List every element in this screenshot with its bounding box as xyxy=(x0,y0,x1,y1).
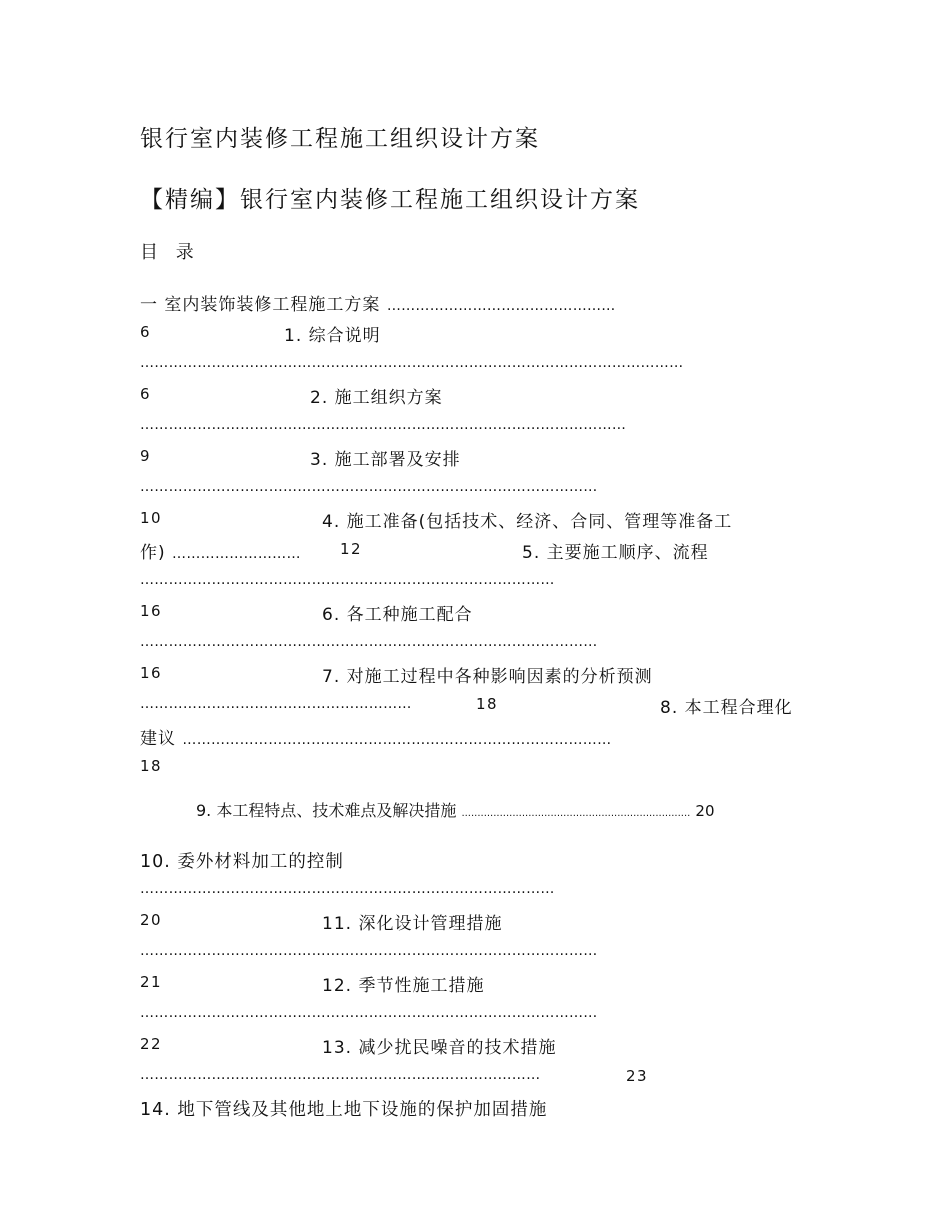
toc-page-number: 18 xyxy=(476,695,499,713)
toc-entry-8: 8. 本工程合理化 xyxy=(660,698,793,718)
toc-entry-9: 9. 本工程特点、技术难点及解决措施 ........................................................................ 20 xyxy=(196,801,715,820)
toc-page-number: 21 xyxy=(140,973,163,991)
toc-page-number: 16 xyxy=(140,664,163,682)
toc-entry-part1 xyxy=(140,290,616,315)
toc-entry-5: 5. 主要施工顺序、流程 xyxy=(522,543,709,563)
toc-entry-11: 11. 深化设计管理措施 xyxy=(322,914,503,934)
toc-leader-dots: …………………………………………………………………………………… xyxy=(140,1005,598,1021)
toc-page-number: 22 xyxy=(140,1035,163,1053)
toc-leader-dots: ………………………………………… xyxy=(386,298,616,314)
toc-page-number: 6 xyxy=(140,323,152,341)
toc-entry-8-continued: 建议 ……………………………………………………………………………… xyxy=(140,729,612,749)
toc-entry-4-continued: 作) ……………………… xyxy=(140,543,301,563)
toc-entry-3: 3. 施工部署及安排 xyxy=(310,450,461,470)
toc-page-number: 23 xyxy=(626,1067,649,1085)
toc-leader-dots: ……………………… xyxy=(172,546,301,562)
toc-leader-dots: …………………………………………………………………………… xyxy=(140,572,555,588)
toc-leader-dots: …………………………………………………………………………………………………… xyxy=(140,355,684,371)
toc-entry-6: 6. 各工种施工配合 xyxy=(322,605,473,625)
toc-page-number: 18 xyxy=(140,757,163,775)
document-title: 银行室内装修工程施工组织设计方案 xyxy=(140,126,540,152)
toc-leader-dots: ………………………………………………………………………………………… xyxy=(140,417,627,433)
toc-leader-dots: ........................................................................ xyxy=(461,808,691,819)
toc-page-number: 20 xyxy=(140,911,163,929)
toc-entry-13: 13. 减少扰民噪音的技术措施 xyxy=(322,1038,557,1058)
toc-entry-7: 7. 对施工过程中各种影响因素的分析预测 xyxy=(322,667,653,687)
toc-entry-2: 2. 施工组织方案 xyxy=(310,388,443,408)
toc-page-number: 9 xyxy=(140,447,152,465)
toc-page-number: 10 xyxy=(140,509,163,527)
toc-page-number: 12 xyxy=(340,540,363,558)
toc-entry-14: 14. 地下管线及其他地上地下设施的保护加固措施 xyxy=(140,1100,548,1120)
toc-leader-dots: ………………………………………………… xyxy=(140,696,412,712)
toc-heading: 目 录 xyxy=(140,242,200,263)
toc-entry-12: 12. 季节性施工措施 xyxy=(322,976,485,996)
toc-leader-dots: …………………………………………………………………………………… xyxy=(140,943,598,959)
toc-leader-dots: ……………………………………………………………………………… xyxy=(182,732,612,748)
toc-entry-4: 4. 施工准备(包括技术、经济、合同、管理等准备工 xyxy=(322,512,733,532)
document-subtitle: 【精编】银行室内装修工程施工组织设计方案 xyxy=(140,187,640,213)
toc-entry-1: 1. 综合说明 xyxy=(284,326,381,346)
toc-leader-dots: …………………………………………………………………………… xyxy=(140,881,555,897)
toc-leader-dots: …………………………………………………………………………………… xyxy=(140,634,598,650)
toc-leader-dots: ………………………………………………………………………… xyxy=(140,1067,541,1083)
toc-page-number: 20 xyxy=(695,802,715,820)
toc-entry-label: 一 室内装饰装修工程施工方案 xyxy=(140,295,387,315)
toc-page-number: 16 xyxy=(140,602,163,620)
toc-leader-dots: …………………………………………………………………………………… xyxy=(140,479,598,495)
toc-entry-10: 10. 委外材料加工的控制 xyxy=(140,852,344,872)
toc-page-number: 6 xyxy=(140,385,152,403)
